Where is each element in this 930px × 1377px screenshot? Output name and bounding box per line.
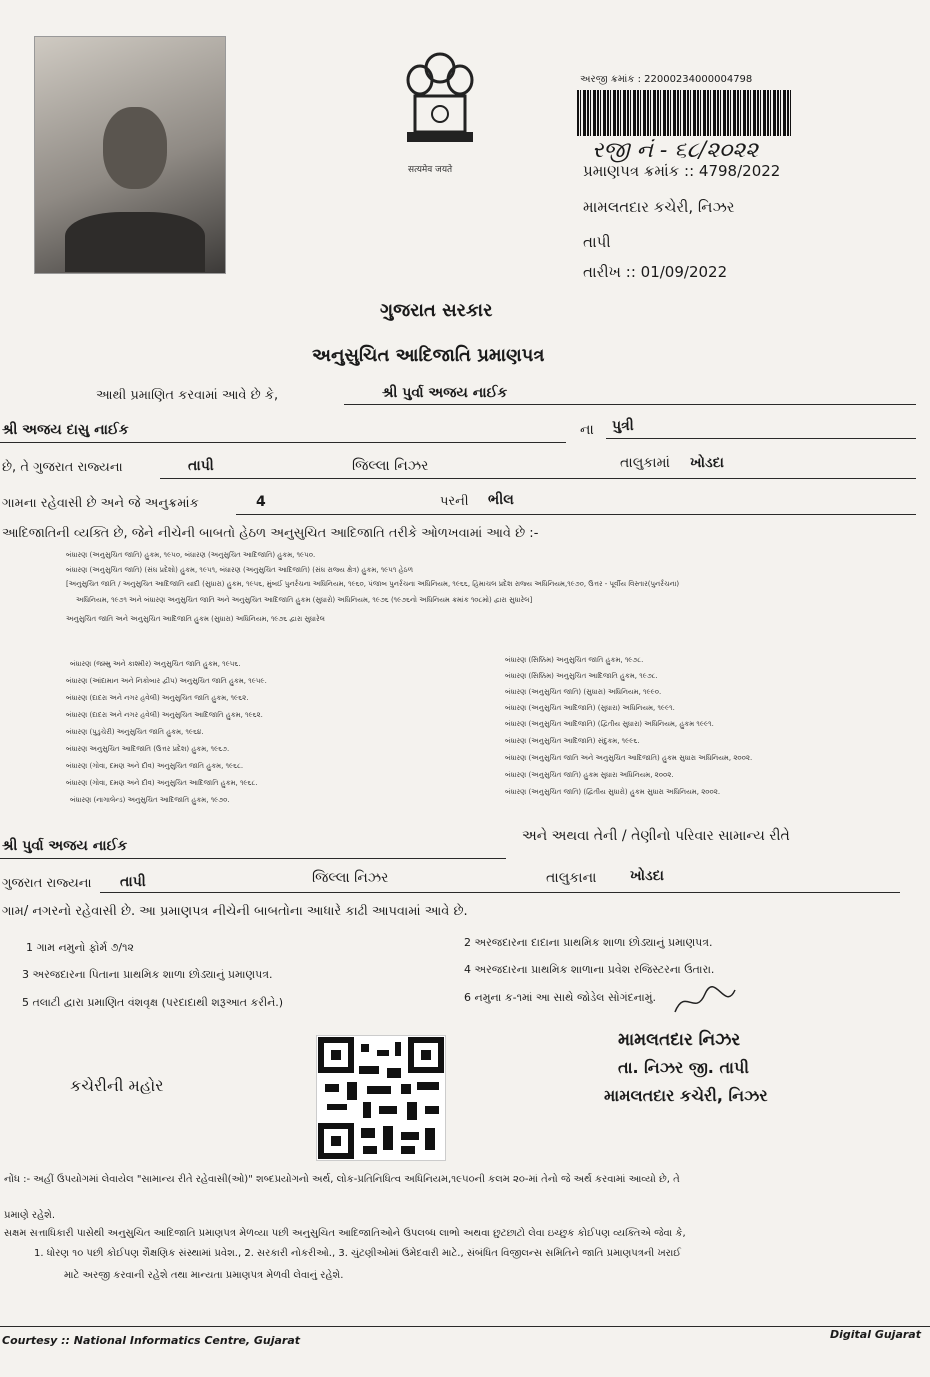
order-line: [અનુસુચિત જાતિ / અનુસુચિત આદિજાતિ યાદી (સુધારા) હુકમ, ૧૯૫૬, મુંબઈ પુનર્રચના અધિનિયમ, ૧૯૬૦, પંજાબ પુનર્રચના અધિનિયમ, ૧૯૬૬, હિમાચલ પ્રદેશ રાજ્ય અધિનિયમ,૧૯૭૦, ઉત્તર - પૂર્વીય વિસ્તાર(પુનર્રચના) bbox=[66, 580, 680, 588]
relation: પુત્રી bbox=[612, 418, 634, 434]
signatory-line1: મામલતદાર નિઝર bbox=[618, 1030, 741, 1050]
order-line: બંધારણ (સિક્કિમ) અનુસુચિત આદિજાતિ હુકમ, ૧૯૭૮. bbox=[505, 672, 658, 680]
serial-no: 4 bbox=[256, 494, 266, 510]
order-line: બંધારણ (અનુસુચિત જાતિ) (સુધારા) અધિનિયમ, ૧૯૯૦. bbox=[505, 688, 662, 696]
residence-district-label: જિલ્લા નિઝર bbox=[312, 870, 389, 886]
tribe-name: ભીલ bbox=[488, 492, 514, 508]
signatory-line3: મામલતદાર કચેરી, નિઝર bbox=[604, 1086, 768, 1105]
residence-taluka-label: તાલુકાના bbox=[546, 870, 597, 886]
order-line: બંધારણ (જમ્મુ અને કાશ્મીર) અનુસુચિત જાતિ હુકમ, ૧૯૫૬. bbox=[70, 660, 241, 668]
order-line: બંધારણ (નાગાલેન્ડ) અનુસુચિત આદિજાતિ હુકમ, ૧૯૭૦. bbox=[70, 796, 230, 804]
emblem-motto: सत्यमेव जयते bbox=[408, 165, 453, 175]
district-label: જિલ્લા નિઝર bbox=[352, 458, 429, 474]
residence-district: તાપી bbox=[120, 874, 146, 890]
certificate-no-row bbox=[583, 162, 780, 180]
note-line: 1. ધોરણ ૧૦ પછી કોઈપણ શૈક્ષણિક સંસ્થામાં પ્રવેશ., 2. સરકારી નોકરીઓ., 3. ચુંટણીઓમાં ઉમેદવારી માટે., સંબંધિત વિજીલન્સ સમિતિને જાતિ પ્રમાણપત્રની ખરાઈ bbox=[34, 1248, 681, 1259]
order-line: બંધારણ (અનુસુચિત જાતિ) હુકમ સુધારા અધિનિયમ, ૨૦૦૨. bbox=[505, 771, 674, 779]
note-line: માટે અરજી કરવાની રહેશે તથા માન્યતા પ્રમાણપત્ર મેળવી લેવાનું રહેશે. bbox=[64, 1270, 344, 1281]
order-line: બંધારણ (અનુસુચિત જાતિ) (દ્વિતીય સુધારો) હુકમ સુધારા અધિનિયમ, ૨૦૦૨. bbox=[505, 788, 721, 796]
document-item: 4 અરજદારના પ્રાથમિક શાળાના પ્રવેશ રજિસ્ટરના ઉતારા. bbox=[464, 963, 715, 976]
residence-state-text: ગુજરાત રાજ્યના bbox=[2, 876, 92, 891]
order-line: બંધારણ (અનુસુચિત આદિજાતિ) (સુધારા) અધિનિયમ, ૧૯૯૧. bbox=[505, 704, 675, 712]
order-line: બંધારણ (અનુસુચિત આદિજાતિ) (દ્વિતીય સુધારા) અધિનિયમ, હુકમ ૧૯૯૧. bbox=[505, 720, 714, 728]
note-line: પ્રમાણે રહેશે. bbox=[4, 1210, 56, 1221]
underline bbox=[236, 514, 916, 515]
resident-text: ગામના રહેવાસી છે અને જે અનુક્રમાંક bbox=[2, 496, 199, 511]
order-line: અધિનિયમ, ૧૯૭૧ અને બંધારણ અનુસુચિત જાતિ અને અનુસુચિત આદિજાતિ હુકમ (સુધારો) અધિનિયમ, ૧૯૭૬ (૧૯૭૬નો અધિનિયમ ક્રમાંક ૧૦૮મો) દ્વારા સુધારેલ] bbox=[76, 596, 533, 604]
order-line: બંધારણ (ગોવા, દમણ અને દીવ) અનુસુચિત આદિજાતિ હુકમ, ૧૯૬૮. bbox=[66, 779, 258, 787]
residence-village: ખોડદા bbox=[630, 868, 664, 884]
father-name: શ્રી અજય દાસુ નાઈક bbox=[2, 422, 129, 438]
certificate-no-label: પ્રમાણપત્ર ક્રમાંક :: bbox=[583, 162, 695, 180]
underline bbox=[100, 892, 900, 893]
order-line: બંધારણ (દાદરા અને નગર હવેલી) અનુસુચિત આદિજાતિ હુકમ, ૧૯૬૨. bbox=[66, 711, 263, 719]
document-item: 5 તલાટી દ્વારા પ્રમાણિત વંશવૃક્ષ (પરદાદાથી શરૂઆત કરીને.) bbox=[22, 996, 284, 1009]
order-line: બંધારણ (ગોવા, દમણ અને દીવ) અનુસુચિત જાતિ હુકમ, ૧૯૬૮. bbox=[66, 762, 244, 770]
signatory-line2: તા. નિઝર જી. તાપી bbox=[618, 1058, 749, 1077]
order-line: બંધારણ (અનુસુચિત આદિજાતિ) સંદુકમ, ૧૯૯૬. bbox=[505, 737, 640, 745]
qr-icon bbox=[317, 1036, 445, 1160]
recognition-text: આદિજાતિની વ્યક્તિ છે, જેને નીચેની બાબતો હેઠળ અનુસુચિત આદિજાતિ તરીકે ઓળખવામાં આવે છે :- bbox=[2, 526, 539, 541]
barcode bbox=[577, 90, 792, 136]
state-text: છે, તે ગુજરાત રાજ્યના bbox=[2, 460, 123, 475]
date-row bbox=[583, 263, 727, 281]
underline bbox=[0, 442, 566, 443]
document-item: 2 અરજદારના દાદાના પ્રાથમિક શાળા છોડ્યાનું પ્રમાણપત્ર. bbox=[464, 936, 713, 949]
order-line: બંધારણ અનુસુચિત આદિજાતિ (ઉત્તર પ્રદેશ) હુકમ, ૧૯૬૭. bbox=[66, 745, 230, 753]
application-no-row bbox=[580, 74, 752, 85]
note-line: નોંધ :- અહીં ઉપયોગમાં લેવાયેલ "સામાન્ય રીતે રહેવાસી(ઓ)" શબ્દપ્રયોગનો અર્થ, લોક-પ્રતિનિધિત્વ અધિનિયમ,૧૯૫૦ની કલમ ૨૦-માં તેનો જે અર્થ કરવામાં આવ્યો છે, તે bbox=[4, 1174, 680, 1185]
document-item: 3 અરજદારના પિતાના પ્રાથમિક શાળા છોડ્યાનું પ્રમાણપત્ર. bbox=[22, 968, 273, 981]
body-village: ખોડદા bbox=[690, 455, 724, 471]
order-line: બંધારણ (દાદરા અને નગર હવેલી) અનુસુચિત જાતિ હુકમ, ૧૯૬૨. bbox=[66, 694, 249, 702]
body-district: તાપી bbox=[188, 458, 214, 474]
handwritten-reference: રજી નં - ૬૮/૨૦૨૨ bbox=[592, 138, 759, 163]
family-text: અને અથવા તેની / તેણીનો પરિવાર સામાન્ય રીતે bbox=[522, 828, 790, 844]
photo-face bbox=[103, 107, 167, 189]
office-seal-label: કચેરીની મહોર bbox=[70, 1076, 164, 1095]
note-line: સક્ષમ સત્તાધિકારી પાસેથી અનુસુચિત આદિજાતિ પ્રમાણપત્ર મેળવ્યા પછી અનુસુચિત આદિજાતિઓને ઉપલબ્ધ લાભો અથવા છુટછાટો લેવા ઇચ્છુક કોઈપણ વ્યક્તિએ જેવા કે, bbox=[4, 1228, 686, 1239]
footer-courtesy: Courtesy :: National Informatics Centre, Gujarat bbox=[2, 1334, 301, 1347]
government-title: ગુજરાત સરકાર bbox=[380, 300, 493, 321]
order-line: બંધારણ (આંદામાન અને નિકોબાર દ્વીપ) અનુસુચિત જાતિ હુકમ, ૧૯૫૯. bbox=[66, 677, 267, 685]
order-line: બંધારણ (સિક્કિમ) અનુસુચિત જાતિ હુકમ, ૧૯૭૮. bbox=[505, 656, 644, 664]
underline bbox=[160, 478, 916, 479]
qr-code bbox=[316, 1035, 446, 1161]
application-no-label: અરજી ક્રમાંક : bbox=[580, 74, 641, 85]
underline bbox=[344, 404, 916, 405]
national-emblem bbox=[395, 50, 485, 160]
office-name: મામલતદાર કચેરી, નિઝર bbox=[583, 198, 735, 216]
photo-shirt bbox=[65, 212, 205, 272]
document-item: 1 ગામ નમુનો ફોર્મ ૭/૧૨ bbox=[26, 941, 134, 954]
residence-name: શ્રી પુર્વા અજય નાઈક bbox=[2, 838, 128, 854]
signature-mark bbox=[670, 982, 740, 1022]
applicant-photo bbox=[34, 36, 226, 274]
date-label: તારીખ :: bbox=[583, 263, 636, 281]
underline bbox=[0, 858, 506, 859]
order-line: બંધારણ (અનુસુચિત જાતિ અને અનુસુચિત આદિજાતિ) હુકમ સુધારા અધિનિયમ, ૨૦૦૨. bbox=[505, 754, 753, 762]
certificate-title: અનુસુચિત આદિજાતિ પ્રમાણપત્ર bbox=[312, 345, 545, 366]
applicant-name: શ્રી પુર્વા અજય નાઈક bbox=[382, 385, 508, 401]
document-item: 6 નમુના ક-૧માં આ સાથે જોડેલ સોગંદનામું. bbox=[464, 991, 656, 1004]
certificate-no: 4798/2022 bbox=[698, 162, 781, 180]
footer-rule bbox=[0, 1326, 930, 1327]
basis-text: ગામ/ નગરનો રહેવાસી છે. આ પ્રમાણપત્ર નીચેની બાબતોના આધારે કાઢી આપવામાં આવે છે. bbox=[2, 904, 468, 919]
order-line: બંધારણ (અનુસુચિત જાતિ) હુકમ, ૧૯૫૦, બંધારણ (અનુસુચિત આદિજાતિ) હુકમ, ૧૯૫૦. bbox=[66, 551, 316, 559]
footer-brand: Digital Gujarat bbox=[830, 1328, 921, 1341]
certify-text: આથી પ્રમાણિત કરવામાં આવે છે કે, bbox=[96, 388, 279, 403]
order-line: બંધારણ (પુડુચેરી) અનુસુચિત જાતિ હુકમ, ૧૯૬૪. bbox=[66, 728, 204, 736]
underline bbox=[606, 438, 916, 439]
taluka-label: તાલુકામાં bbox=[620, 455, 670, 471]
issue-date: 01/09/2022 bbox=[640, 263, 728, 281]
application-no: 22000234000004798 bbox=[644, 74, 753, 85]
tribe-label: પરની bbox=[440, 494, 469, 509]
emblem-icon bbox=[395, 50, 485, 160]
of-label: ના bbox=[580, 422, 594, 438]
office-district: તાપી bbox=[583, 233, 611, 251]
order-line: બંધારણ (અનુસુચિત જાતિ) (સંઘ પ્રદેશો) હુકમ, ૧૯૫૧, બંધારણ (અનુસુચિત આદિજાતિ) (સંઘ રાજ્ય ક્ષેત્ર) હુકમ, ૧૯૫૧ હેઠળ bbox=[66, 566, 414, 574]
order-line: અનુસુચિત જાતિ અને અનુસુચિત આદિજાતિ હુકમ (સુધારા) અધિનિયમ, ૧૯૭૬ દ્વારા સુધારેલ bbox=[66, 615, 325, 623]
